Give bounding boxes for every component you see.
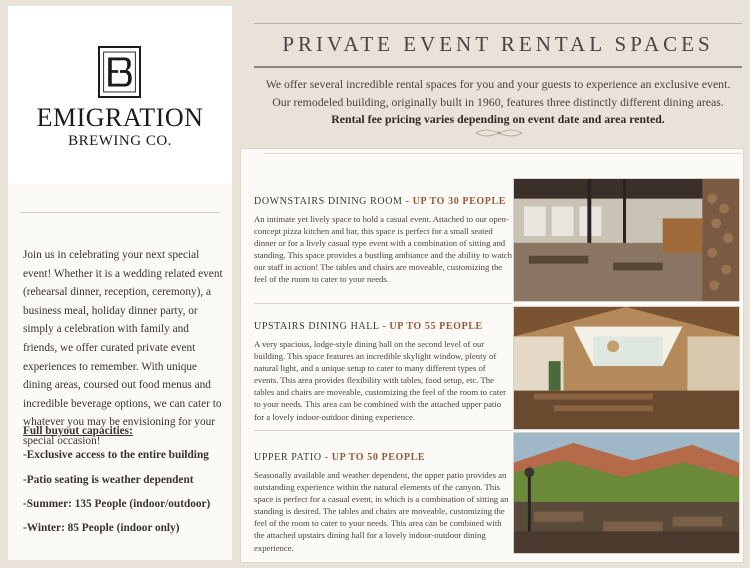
brand-name: EMIGRATION <box>36 103 204 132</box>
page-title: PRIVATE EVENT RENTAL SPACES <box>282 32 714 56</box>
section-capacity: - UP TO 30 PEOPLE <box>405 196 507 207</box>
section-capacity: - UP TO 55 PEOPLE <box>382 321 483 332</box>
capacity-item: -Summer: 135 People (indoor/outdoor) <box>23 498 211 510</box>
header-line-2: Our remodeled building, originally built in 1960, features three distinctly different dining areas. <box>272 95 724 109</box>
capacity-item: -Exclusive access to the entire building <box>23 449 209 461</box>
header-line-3: Rental fee pricing varies depending on event date and area rented. <box>331 112 665 126</box>
flourish-ornament <box>474 126 524 140</box>
logo-area <box>8 6 232 184</box>
upstairs-photo <box>513 306 740 430</box>
section-title <box>254 452 512 463</box>
section-divider <box>254 430 512 431</box>
intro-paragraph: Join us in celebrating your next special event! Whether it is a wedding related event (rehearsal dinner, reception, ceremony), a business meal, holiday dinner party, or simply a celebration with family and friends, we offer curated private event experiences to remember. With unique dining areas, coursed out food menus and incredible beverage options, we can cater to whatever you may be envisioning for your special occasion! <box>23 249 223 447</box>
section-upstairs <box>254 321 512 423</box>
section-title <box>254 196 512 207</box>
section-title-text: DOWNSTAIRS DINING ROOM <box>254 196 403 207</box>
capacity-item: -Winter: 85 People (indoor only) <box>23 522 180 534</box>
panel-top-rule <box>264 153 742 154</box>
section-body: A very spacious, lodge-style dining hall on the second level of our building. This space features an incredible skylight window, plenty of natural light, and a unique setup to cater to many different types of events. This area provides flexibility with tables, food setup, etc. The tables and chairs are moveable, customizing the feel of the room to cater to your needs. This area can be combined with the attached upper patio for a lovely indoor-outdoor dining experience. <box>254 339 507 422</box>
section-patio <box>254 452 512 554</box>
capacities-heading: Full buyout capacities: <box>23 425 133 437</box>
section-body: Seasonally available and weather dependent, the upper patio provides an outstanding experience within the natural elements of the canyon. This space is perfect for a casual event, in which is a combination of sitting an standing is desired. The tables and chairs are moveable, customizing the feel of the room to cater to your needs. This area can be combined with the attached upstairs dining hall for a lovely indoor-outdoor dining experience. <box>254 470 509 553</box>
capacity-item: -Patio seating is weather dependent <box>23 474 194 486</box>
section-capacity: - UP TO 50 PEOPLE <box>324 452 426 463</box>
eb-monogram-logo <box>98 46 141 98</box>
brand-subtitle: BREWING CO. <box>68 133 172 149</box>
sidebar-divider <box>20 212 220 213</box>
section-title-text: UPSTAIRS DINING HALL <box>254 321 380 332</box>
section-downstairs <box>254 196 512 286</box>
section-title-text: UPPER PATIO <box>254 452 322 463</box>
header-line-1: We offer several incredible rental spaces for you and your guests to experience an exclusive event. <box>265 77 731 91</box>
section-body: An intimate yet lively space to hold a casual event. Attached to our open-concept pizza kitchen and bar, this space is perfect for a small seated dinner or for a lively casual type event with a combination of sitting and standing. This space provides a bustling ambiance and the ability to watch our staff in action! The tables and chairs are moveable, customizing the feel of the room to cater to your needs. <box>254 214 512 285</box>
section-divider <box>254 303 512 304</box>
sidebar <box>8 6 232 560</box>
patio-photo <box>513 432 740 554</box>
header-rule-top <box>254 23 742 24</box>
section-title <box>254 321 512 332</box>
downstairs-photo <box>513 178 740 302</box>
header-rule-bottom <box>254 66 742 68</box>
